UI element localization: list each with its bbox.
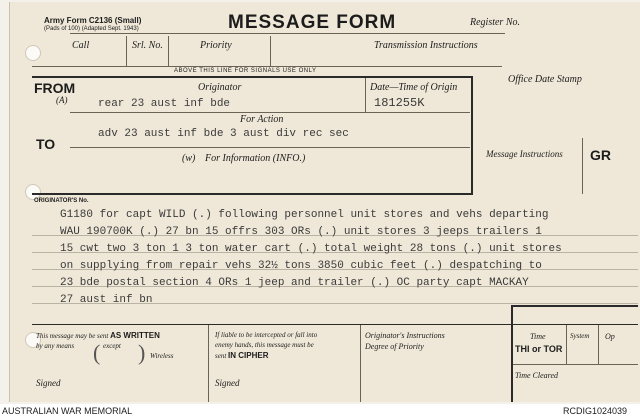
register-number-label: Register No. [470, 17, 520, 28]
time-cleared-label: Time Cleared [515, 371, 559, 380]
originator-value: rear 23 aust inf bde [98, 98, 231, 110]
as-written-text: This message may be sent [36, 332, 109, 340]
time-box-top [511, 305, 638, 307]
writing-rule [32, 286, 638, 287]
cipher-bold: IN CIPHER [228, 351, 269, 360]
degree-of-priority-label: Degree of Priority [365, 342, 424, 351]
as-written-note [36, 331, 160, 340]
w-label: (w) [182, 153, 196, 164]
system-label: System [570, 332, 590, 340]
originator-label: Originator [198, 82, 242, 93]
pads-note: (Pads of 100) (Adapted Sept. 1943) [44, 26, 139, 32]
divider [168, 36, 169, 66]
header-rule [70, 33, 505, 34]
divider [270, 36, 271, 66]
date-time-of-origin-label: Date—Time of Origin [370, 82, 458, 93]
transmission-instructions-label: Transmission Instructions [374, 40, 478, 51]
footer-rule [32, 324, 638, 325]
to-label: TO [36, 136, 56, 152]
footer-divider [208, 325, 209, 402]
box-top [32, 76, 472, 78]
thi-or-tor-label: THI or TOR [515, 344, 563, 354]
army-form-number: Army Form C2136 (Small) [44, 16, 142, 25]
gr-divider [582, 138, 583, 194]
brace: ( [93, 340, 101, 365]
message-line-3: 15 cwt two 3 ton 1 3 ton water cart (.) total weight 28 tons (.) unit stores [60, 243, 562, 255]
cipher-sent-text: sent [215, 352, 227, 360]
writing-rule [32, 235, 638, 236]
time-divider [598, 325, 599, 365]
by-any-means-note: by any means [36, 342, 75, 350]
for-information-label: For Information (INFO.) [205, 153, 306, 164]
box-right [471, 76, 473, 194]
date-divider [365, 78, 366, 112]
for-action-value: adv 23 aust inf bde 3 aust div rec sec [98, 128, 349, 140]
signals-use-note: ABOVE THIS LINE FOR SIGNALS USE ONLY [174, 68, 317, 74]
as-written-bold: AS WRITTEN [110, 331, 160, 340]
from-a-label: (A) [56, 95, 68, 105]
cipher-note-line-3 [215, 351, 268, 360]
cipher-note-line-1: If liable to be intercepted or fall into [215, 331, 318, 339]
for-action-label: For Action [240, 114, 284, 125]
priority-label: Priority [200, 40, 232, 51]
message-instructions-label: Message Instructions [486, 149, 563, 159]
call-label: Call [72, 40, 90, 51]
originator-instructions-label: Originator's Instructions [365, 331, 445, 340]
op-label: Op [605, 332, 615, 341]
gr-label: GR [590, 147, 611, 163]
writing-rule [32, 303, 638, 304]
box-bottom [32, 193, 473, 195]
brace: ) [138, 340, 146, 365]
divider [126, 36, 127, 66]
form-title: MESSAGE FORM [228, 12, 397, 33]
credit-bar [0, 404, 640, 418]
serial-number-label: Srl. No. [132, 40, 163, 51]
to-rule [70, 147, 470, 148]
credit-left: AUSTRALIAN WAR MEMORIAL [2, 406, 133, 416]
date-time-value: 181255K [374, 96, 425, 110]
except-label: except [103, 342, 121, 350]
time-box-left [511, 305, 513, 402]
message-line-6: 27 aust inf bn [60, 294, 153, 306]
cipher-note-line-2: enemy hands, this message must be [215, 341, 314, 349]
message-line-4: on supplying from repair vehs 32½ tons 3850 cubic feet (.) despatching to [60, 260, 542, 272]
message-line-5: 23 bde postal section 4 ORs 1 jeep and trailer (.) OC party capt MACKAY [60, 277, 529, 289]
wireless-label: Wireless [150, 352, 174, 360]
from-rule [70, 112, 470, 113]
signals-rule [32, 66, 502, 67]
time-divider [566, 325, 567, 365]
message-line-1: G1180 for capt WILD (.) following personnel unit stores and vehs departing [60, 209, 549, 221]
message-line-2: WAU 190700K (.) 27 bn 15 offrs 303 ORs (.) unit stores 3 jeeps trailers 1 [60, 226, 542, 238]
from-label: FROM [34, 80, 76, 96]
office-date-stamp-label: Office Date Stamp [508, 74, 582, 85]
signed-label: Signed [215, 378, 240, 388]
writing-rule [32, 269, 638, 270]
signed-label: Signed [36, 378, 61, 388]
time-label: Time [530, 332, 546, 341]
message-form [9, 2, 640, 402]
footer-divider [360, 325, 361, 402]
writing-rule [32, 252, 638, 253]
originator-number-label: ORIGINATOR'S No. [34, 198, 89, 204]
punch-hole [25, 45, 41, 61]
credit-right: RCDIG1024039 [563, 406, 628, 416]
time-cleared-rule [513, 364, 638, 365]
